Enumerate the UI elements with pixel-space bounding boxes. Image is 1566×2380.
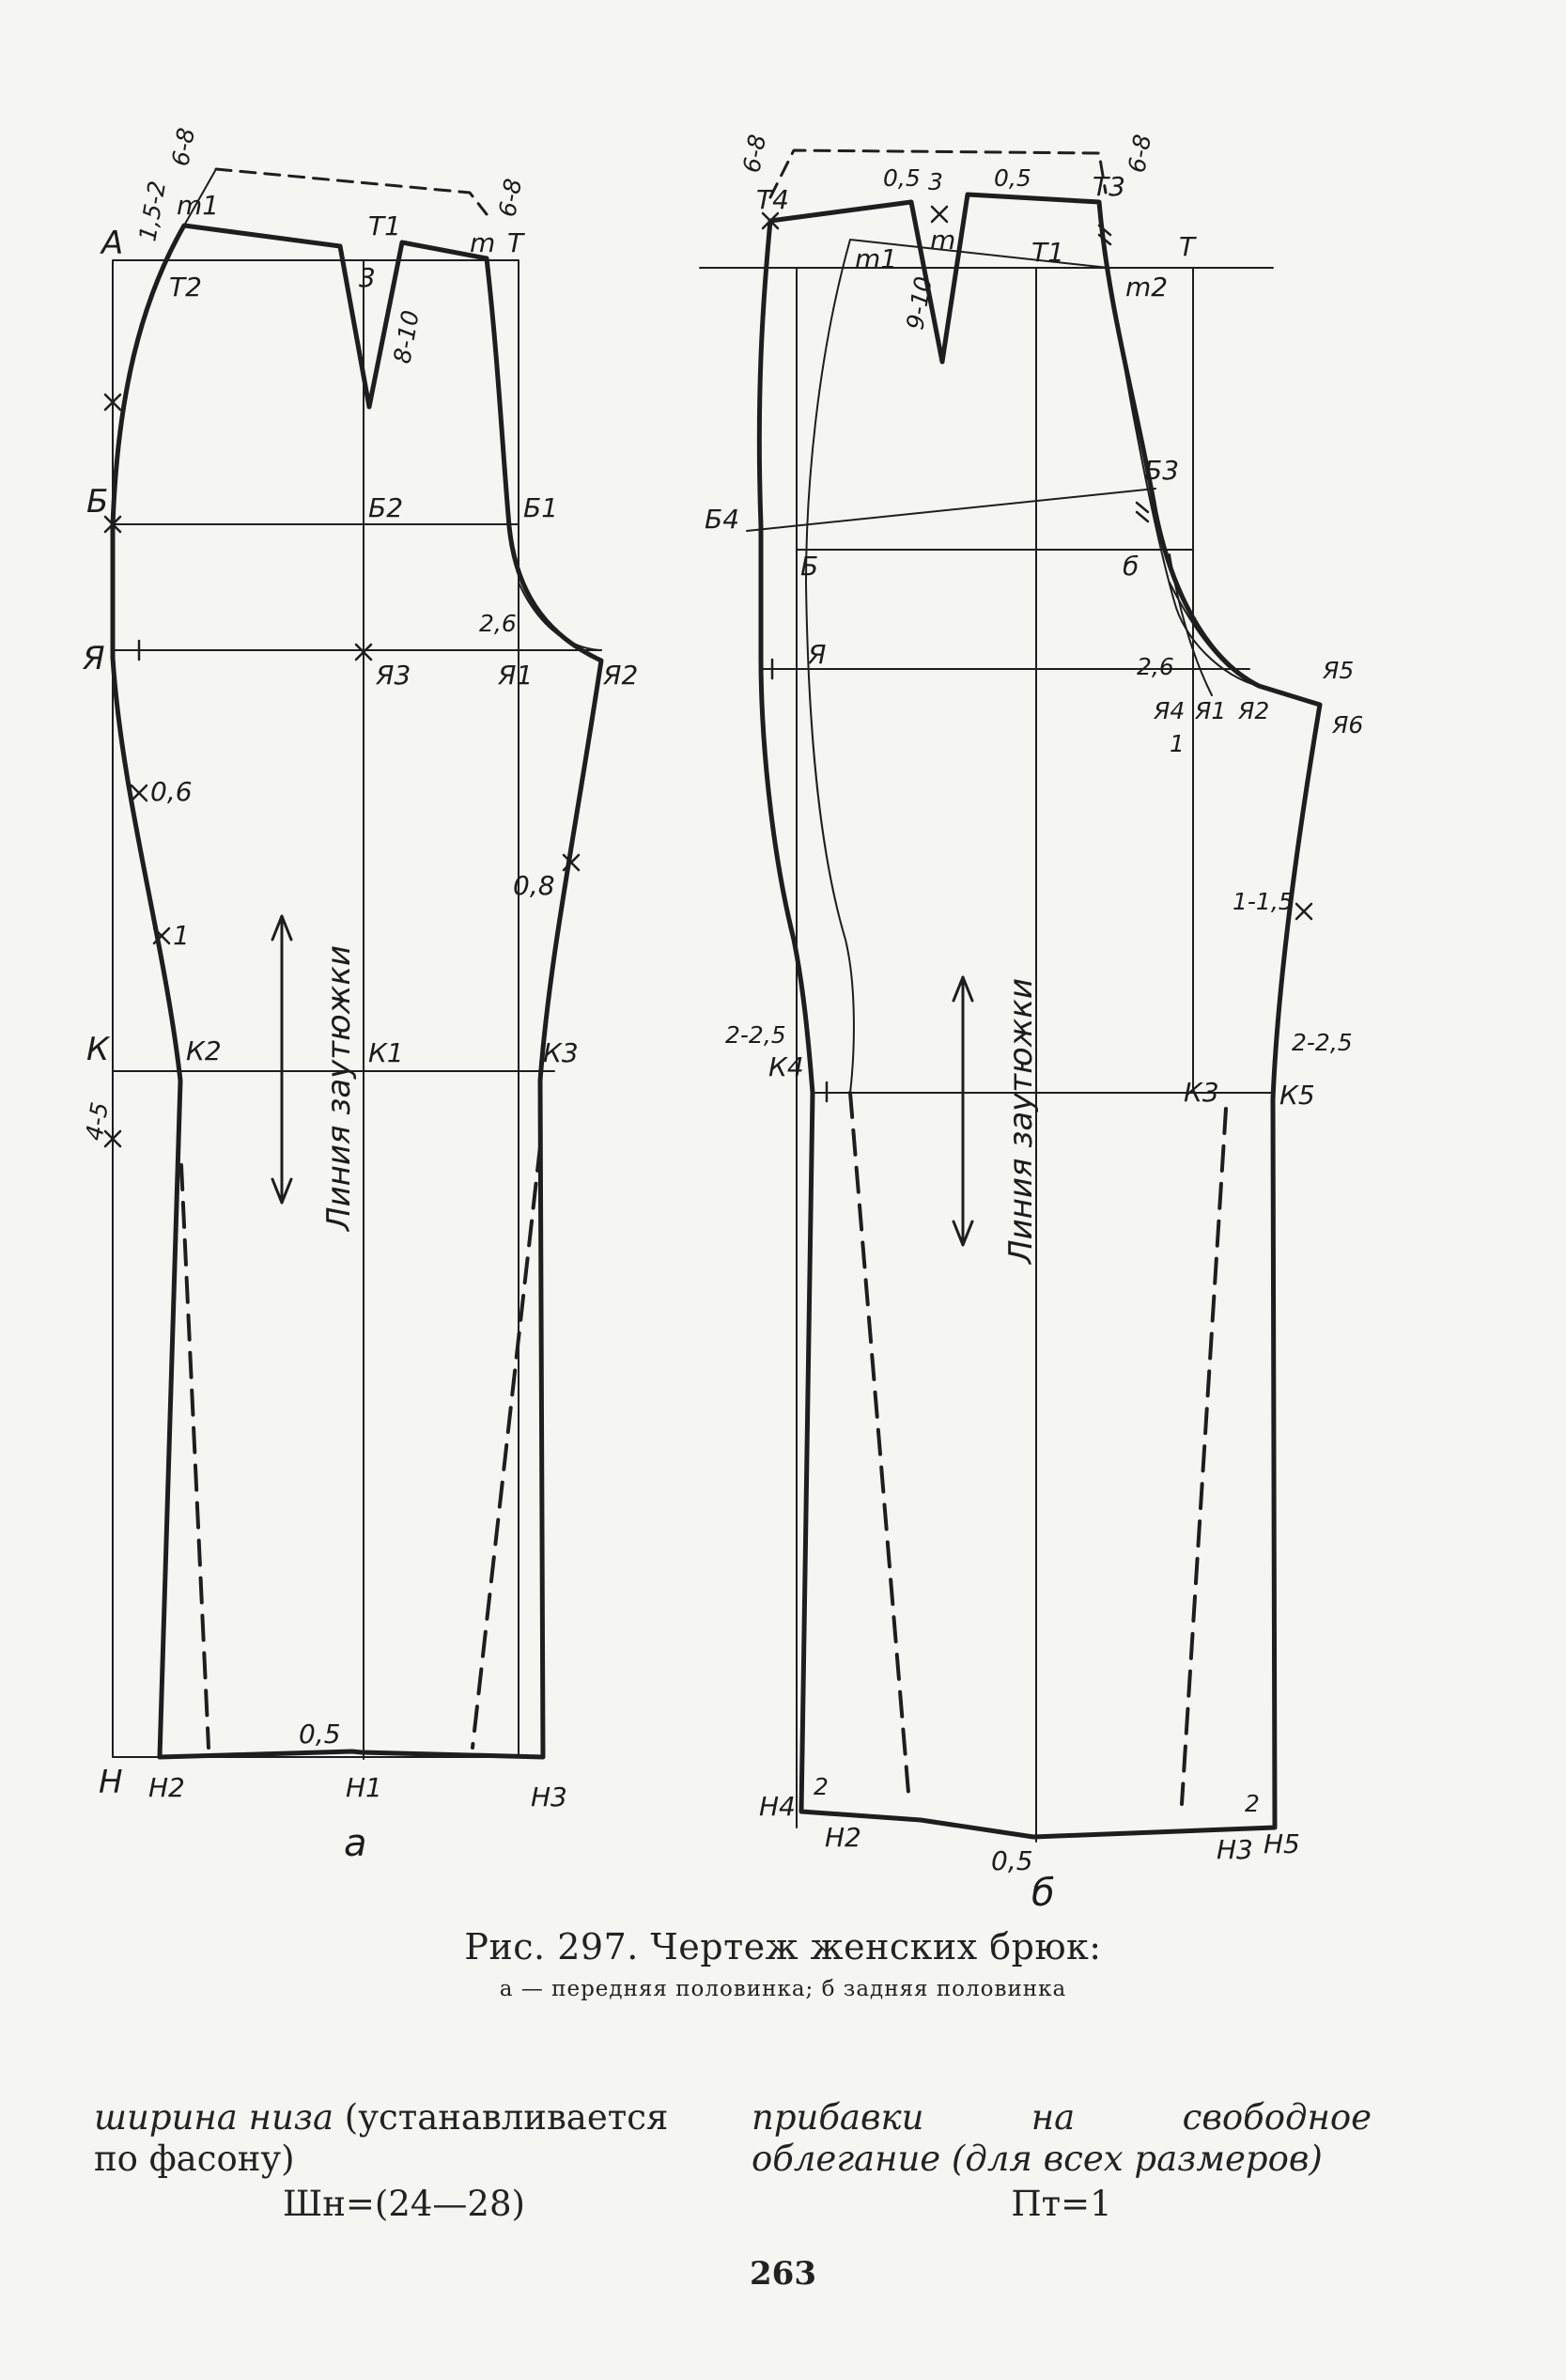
back-label-k4: К4: [768, 1051, 804, 1082]
front-label-d3: 3: [359, 262, 376, 293]
right-italic-text: прибавки на свободное облегание (для всех размеров): [752, 2097, 1372, 2179]
back-inner-contour: [806, 240, 1259, 1093]
back-label-d05a: 0,5: [883, 164, 921, 192]
front-label-d15-2: 1,5-2: [133, 179, 172, 244]
left-formula: Шн=(24—28): [283, 2184, 525, 2224]
right-formula: Пт=1: [1011, 2184, 1112, 2224]
back-outer-dashed: [1182, 1109, 1226, 1804]
back-label-n5: Н5: [1264, 1828, 1300, 1859]
back-label-b4: Б4: [705, 504, 740, 535]
front-grain-arrow: [272, 916, 291, 1203]
front-label-d08: 0,8: [513, 870, 555, 901]
back-label-ya6: Я6: [1332, 711, 1364, 739]
figure-caption-subtitle: а — передняя половинка; б задняя половинка: [499, 1977, 1067, 2001]
page-number: 263: [750, 2255, 816, 2293]
back-label-d2b: 2: [1245, 1790, 1260, 1817]
front-label-b2: Б2: [368, 492, 404, 523]
back-mark-2: [1296, 904, 1311, 919]
back-label-d2-25a: 2-2,5: [725, 1021, 786, 1049]
front-label-t2: Т2: [169, 272, 202, 303]
front-crease-label: Линия заутюжки: [320, 945, 358, 1231]
back-label-b3: Б3: [1144, 455, 1180, 486]
back-label-d05b: 0,5: [994, 164, 1031, 192]
front-label-d05: 0,5: [299, 1719, 341, 1750]
back-label-ya2: Я2: [1238, 697, 1270, 724]
back-crease-label: Линия заутюжки: [1002, 978, 1040, 1264]
back-label-m2: m2: [1125, 272, 1169, 303]
left-paragraph: [94, 2097, 714, 2180]
back-label-k5: К5: [1279, 1080, 1315, 1111]
back-panel-letter: б: [1031, 1872, 1055, 1915]
back-label-t: Т: [1179, 231, 1196, 262]
front-label-t: Т: [507, 227, 524, 258]
front-waist-dashed: [216, 169, 487, 214]
back-label-n4: Н4: [759, 1791, 796, 1822]
left-text-column: [94, 2097, 714, 2225]
back-label-b-small: б: [1123, 551, 1140, 582]
left-italic-term: ширина низа: [94, 2097, 334, 2138]
back-label-d3: 3: [928, 168, 943, 195]
front-label-ya1: Я1: [498, 660, 534, 691]
back-label-n2: Н2: [825, 1822, 861, 1853]
front-label-n2: Н2: [148, 1772, 185, 1803]
back-label-m: m: [930, 225, 956, 256]
front-mark-4: [132, 786, 147, 801]
back-notch-hip: [1137, 503, 1148, 521]
back-label-m1: m1: [855, 243, 898, 274]
front-label-d1: 1: [173, 920, 190, 951]
front-label-k1: К1: [368, 1037, 404, 1068]
front-panel-letter: а: [344, 1822, 367, 1865]
left-plain-text: (устанавливается по фасону): [94, 2097, 669, 2179]
back-label-ya: Я: [808, 639, 827, 670]
front-label-k2: К2: [186, 1035, 222, 1066]
back-label-k3: К3: [1184, 1077, 1219, 1108]
back-label-d6-8a: 6-8: [737, 132, 772, 176]
front-label-n: Н: [99, 1764, 123, 1801]
front-label-t1: Т1: [368, 210, 401, 241]
back-label-d2-25b: 2-2,5: [1292, 1029, 1353, 1056]
front-label-d8-10: 8-10: [388, 308, 425, 366]
front-label-d6-8a: 6-8: [166, 125, 201, 169]
back-label-ya4: Я4: [1154, 697, 1186, 724]
figure-caption-title: Рис. 297. Чертеж женских брюк:: [464, 1926, 1102, 1968]
front-label-d26: 2,6: [479, 610, 517, 637]
front-label-n1: Н1: [346, 1772, 382, 1803]
back-label-b: Б: [800, 551, 819, 582]
back-label-t3: Т3: [1093, 171, 1125, 202]
back-label-ya5: Я5: [1323, 657, 1355, 684]
back-label-t1: Т1: [1031, 237, 1064, 268]
front-label-ya2: Я2: [603, 660, 639, 691]
front-label-k: К: [86, 1031, 110, 1068]
front-construction-frame: [113, 260, 519, 1757]
back-label-n3: Н3: [1217, 1834, 1253, 1865]
back-label-d1-15: 1-1,5: [1233, 888, 1294, 915]
back-label-ya1: Я1: [1195, 697, 1227, 724]
back-crotch-guide: [1170, 554, 1212, 695]
front-crotch-guide: [519, 583, 601, 650]
back-label-d6-8b: 6-8: [1123, 132, 1157, 176]
front-label-d6-8b: 6-8: [493, 176, 528, 220]
front-label-b1: Б1: [523, 492, 559, 523]
right-text-column: [752, 2097, 1372, 2225]
back-grain-arrow: [954, 977, 972, 1245]
front-label-m: m: [470, 227, 496, 258]
front-label-m1: m1: [177, 190, 220, 221]
front-inner-dashed: [181, 1165, 209, 1748]
back-label-d26: 2,6: [1137, 653, 1174, 680]
front-label-k3: К3: [543, 1037, 579, 1068]
front-label-ya: Я: [83, 640, 105, 677]
front-label-ya3: Я3: [376, 660, 411, 691]
back-label-d9-10: 9-10: [901, 274, 938, 333]
back-label-d1: 1: [1170, 730, 1185, 757]
front-label-b: Б: [86, 483, 109, 521]
front-label-n3: Н3: [531, 1781, 567, 1812]
back-inner-dashed: [850, 1093, 909, 1804]
back-mark-1: [932, 207, 947, 222]
back-label-t4: Т4: [756, 184, 789, 215]
back-label-d05c: 0,5: [991, 1845, 1033, 1876]
front-outer-dashed: [473, 1146, 540, 1748]
front-label-d06: 0,6: [150, 776, 193, 807]
front-label-a: А: [101, 225, 124, 262]
front-label-d4-5: 4-5: [80, 1099, 115, 1143]
back-label-d2a: 2: [814, 1773, 829, 1800]
